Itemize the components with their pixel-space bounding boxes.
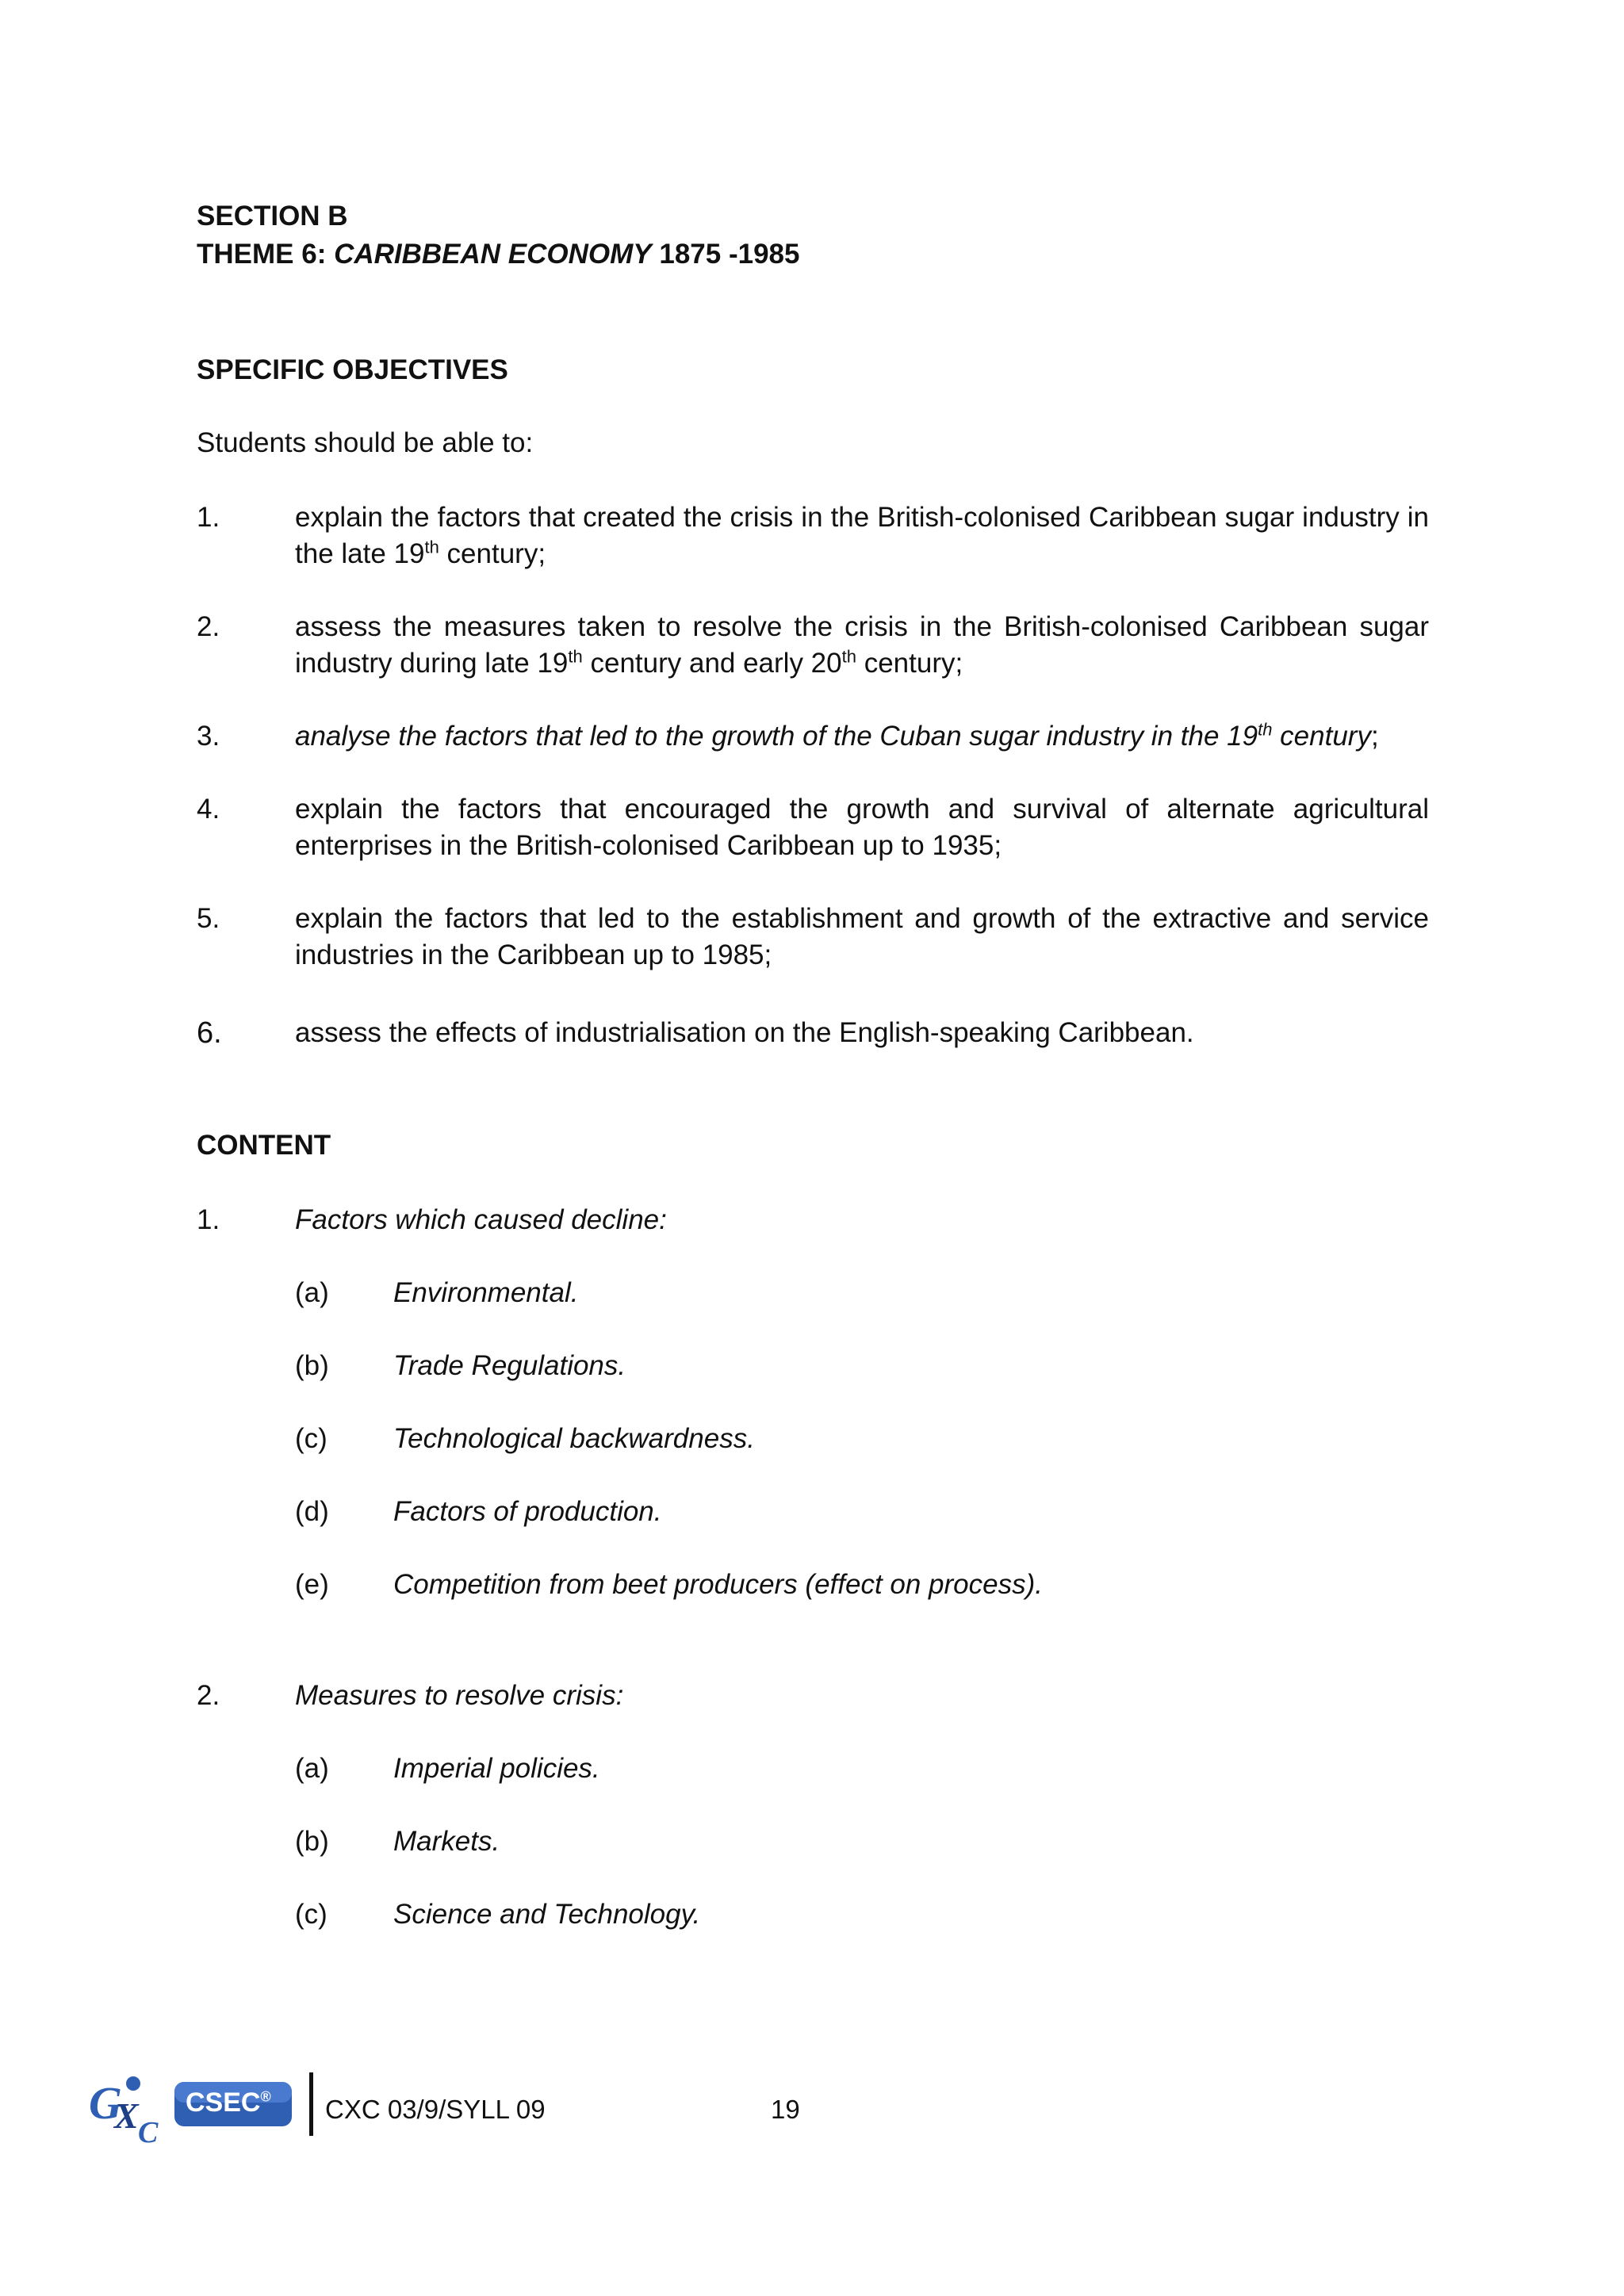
section-label: SECTION B <box>197 201 348 232</box>
sub-item-text: Factors of production. <box>393 1496 662 1527</box>
objective-number: 4. <box>197 794 220 825</box>
sub-item-text: Markets. <box>393 1826 500 1857</box>
theme-prefix: THEME 6: <box>197 239 335 270</box>
theme-years: 1875 -1985 <box>651 239 800 270</box>
objective-text: explain the factors that created the crisis in the British-colonised Caribbean sugar industry in the late 19th century; <box>295 502 1429 569</box>
objectives-intro: Students should be able to: <box>197 427 534 458</box>
footer-document-code: CXC 03/9/SYLL 09 <box>325 2095 546 2124</box>
svg-text:G: G <box>89 2077 122 2129</box>
sub-item-text: Trade Regulations. <box>393 1350 626 1381</box>
sub-item-letter: (a) <box>295 1277 329 1308</box>
objectives-heading: SPECIFIC OBJECTIVES <box>197 354 508 385</box>
sub-item-letter: (e) <box>295 1569 329 1600</box>
sub-item-text: Technological backwardness. <box>393 1423 755 1454</box>
content-heading: CONTENT <box>197 1130 331 1161</box>
sub-item-text: Imperial policies. <box>393 1753 600 1784</box>
objective-text: assess the measures taken to resolve the crisis in the British-colonised Caribbean sugar industry during late 19th century and early 20th century; <box>295 611 1429 679</box>
objective-number: 6. <box>197 1016 222 1050</box>
csec-logo-text: CSEC® <box>186 2087 271 2118</box>
objective-text: explain the factors that led to the establishment and growth of the extractive and service industries in the Caribbean up to 1985; <box>295 903 1429 970</box>
svg-text:X: X <box>114 2095 139 2136</box>
objective-text: explain the factors that encouraged the growth and survival of alternate agricultural enterprises in the British-colonised Caribbean up to 1935; <box>295 794 1429 861</box>
objective-number: 2. <box>197 611 220 642</box>
sub-item-letter: (a) <box>295 1753 329 1784</box>
sub-item-text: Competition from beet producers (effect on process). <box>393 1569 1043 1600</box>
sub-item-letter: (b) <box>295 1826 329 1857</box>
footer-divider <box>309 2072 313 2136</box>
sub-item-letter: (b) <box>295 1350 329 1381</box>
sub-item-text: Science and Technology. <box>393 1899 701 1930</box>
svg-text:C: C <box>138 2116 159 2149</box>
topic-title: Measures to resolve crisis: <box>295 1680 624 1711</box>
objective-text: assess the effects of industrialisation on the English-speaking Caribbean. <box>295 1017 1194 1048</box>
objective-number: 1. <box>197 502 220 533</box>
sub-item-letter: (c) <box>295 1423 327 1454</box>
objective-number: 3. <box>197 721 220 752</box>
theme-title <box>197 236 799 273</box>
objective-text: analyse the factors that led to the growth of the Cuban sugar industry in the 19th century; <box>295 719 1379 752</box>
cxc-csec-logo <box>86 2069 300 2149</box>
objective-number: 5. <box>197 903 220 934</box>
topic-number: 2. <box>197 1680 220 1711</box>
page-number: 19 <box>771 2095 800 2124</box>
theme-name: CARIBBEAN ECONOMY <box>334 239 652 270</box>
sub-item-text: Environmental. <box>393 1277 579 1308</box>
topic-title: Factors which caused decline: <box>295 1204 667 1235</box>
topic-number: 1. <box>197 1204 220 1235</box>
sub-item-letter: (c) <box>295 1899 327 1930</box>
sub-item-letter: (d) <box>295 1496 329 1527</box>
